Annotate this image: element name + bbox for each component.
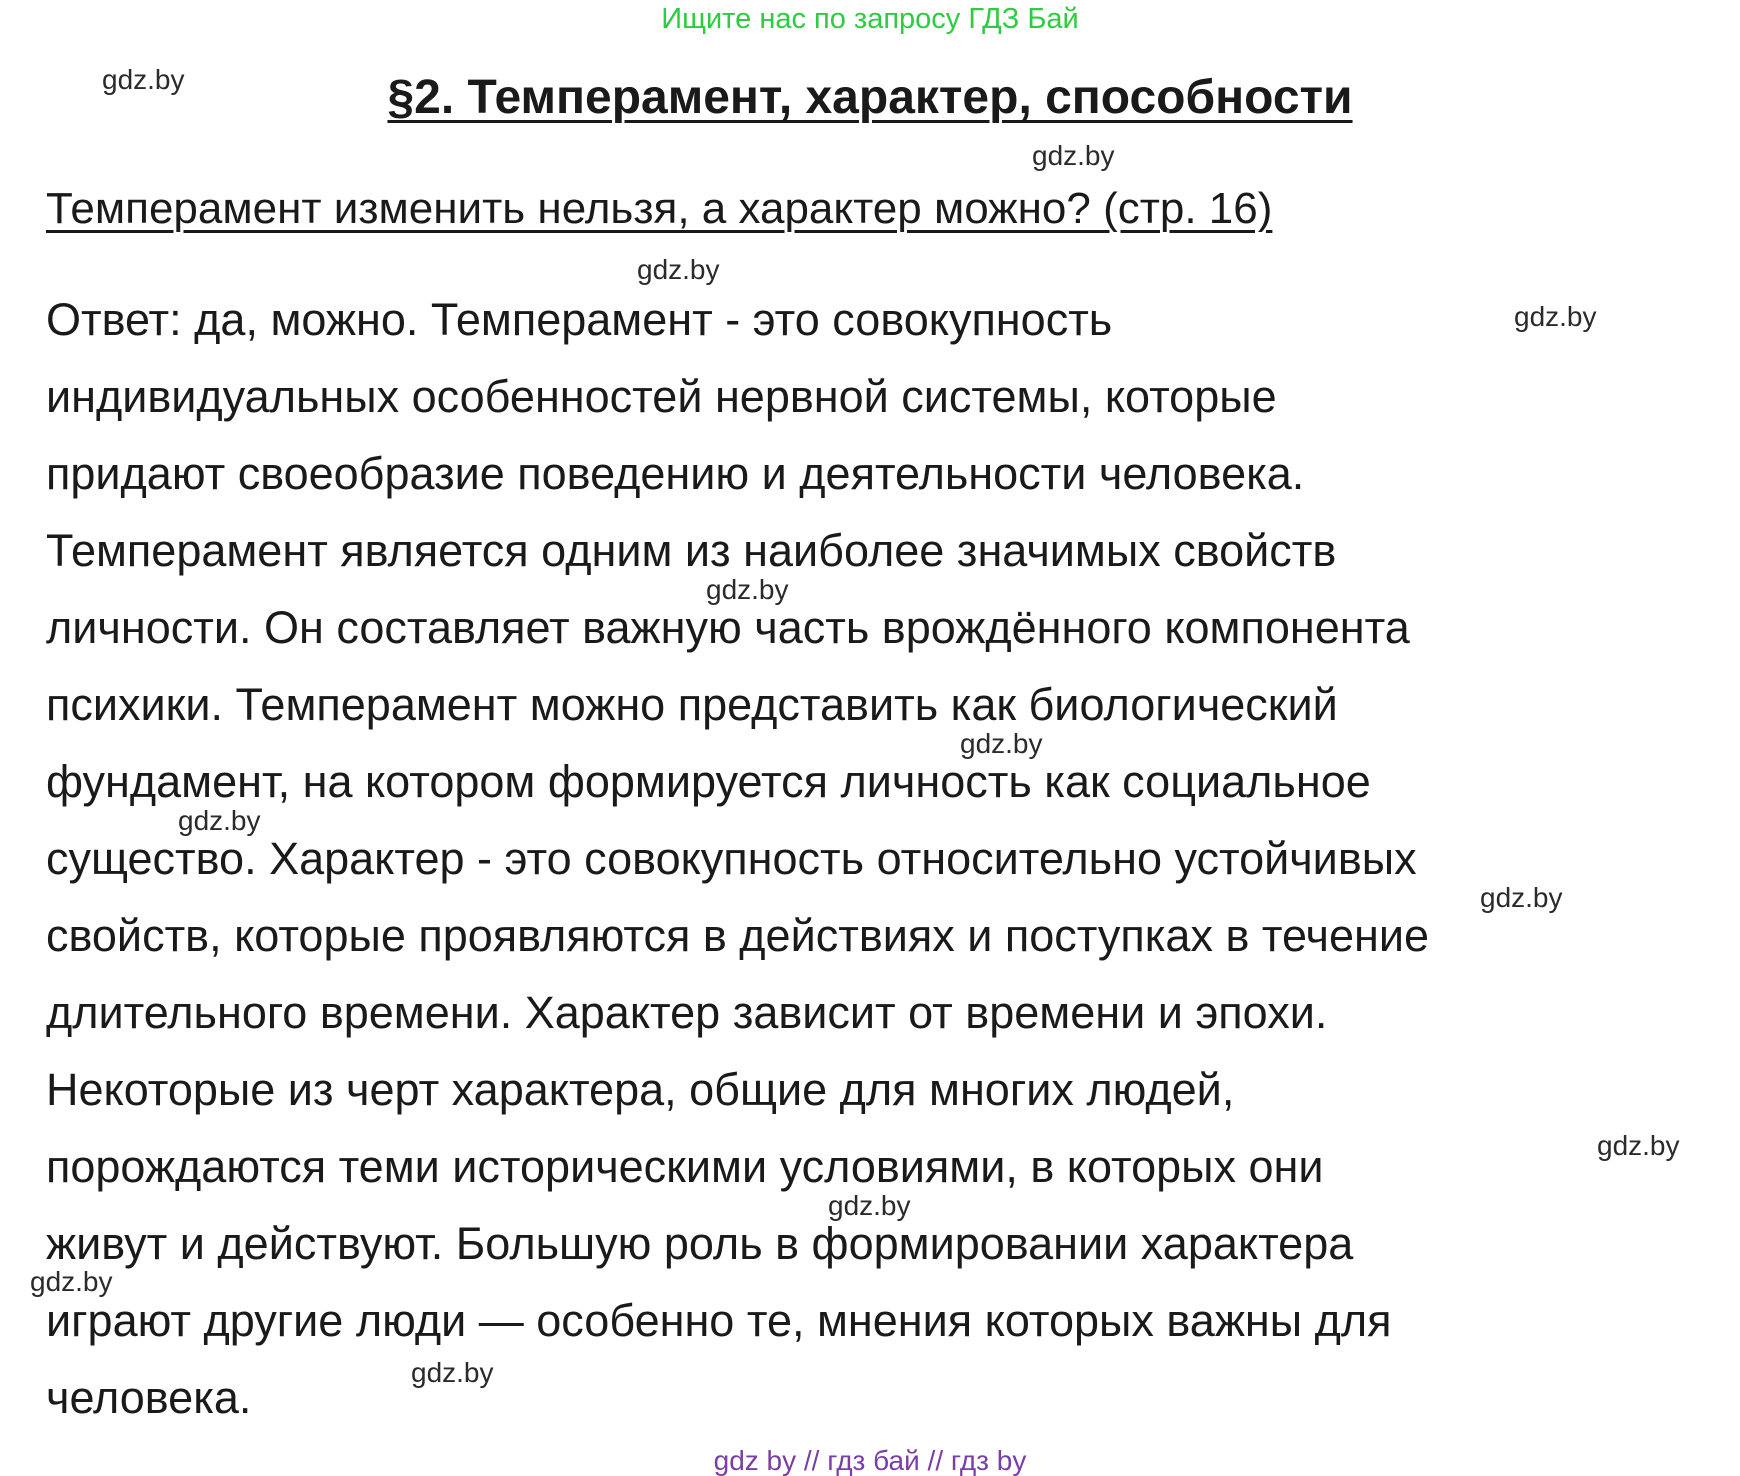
answer-line: порождаются теми историческими условиями, в которых они — [46, 1141, 1324, 1192]
answer-line: индивидуальных особенностей нервной системы, которые — [46, 371, 1277, 422]
watermark: gdz.by — [1480, 882, 1563, 913]
footer-links: gdz by // гдз бай // гдз by — [713, 1445, 1027, 1476]
watermark: gdz.by — [102, 64, 185, 95]
question-heading: Темперамент изменить нельзя, а характер можно? (стр. 16) — [46, 184, 1273, 233]
answer-line: психики. Темперамент можно представить как биологический — [46, 679, 1338, 730]
watermark: gdz.by — [960, 728, 1043, 759]
watermark: gdz.by — [706, 574, 789, 605]
answer-line: Темперамент является одним из наиболее значимых свойств — [46, 525, 1337, 576]
watermark: gdz.by — [828, 1190, 911, 1221]
answer-line: длительного времени. Характер зависит от времени и эпохи. — [46, 987, 1328, 1038]
watermark: gdz.by — [1514, 301, 1597, 332]
watermark: gdz.by — [1032, 140, 1115, 171]
page-title: §2. Темперамент, характер, способности — [387, 71, 1353, 124]
answer-line: живут и действуют. Большую роль в формировании характера — [46, 1218, 1354, 1269]
answer-line: фундамент, на котором формируется личность как социальное — [46, 756, 1371, 807]
answer-line: придают своеобразие поведению и деятельности человека. — [46, 448, 1305, 499]
watermark: gdz.by — [411, 1357, 494, 1388]
watermark: gdz.by — [1597, 1130, 1680, 1161]
answer-line: личности. Он составляет важную часть врождённого компонента — [46, 602, 1410, 653]
answer-line: Некоторые из черт характера, общие для многих людей, — [46, 1064, 1235, 1115]
top-banner: Ищите нас по запросу ГДЗ Бай — [661, 3, 1079, 35]
answer-line: человека. — [46, 1372, 252, 1423]
watermark: gdz.by — [178, 805, 261, 836]
answer-line: существо. Характер - это совокупность относительно устойчивых — [46, 833, 1417, 884]
watermark: gdz.by — [637, 254, 720, 285]
watermark: gdz.by — [30, 1266, 113, 1297]
answer-line: играют другие люди — особенно те, мнения которых важны для — [46, 1295, 1392, 1346]
answer-line: свойств, которые проявляются в действиях и поступках в течение — [46, 910, 1429, 961]
answer-line: Ответ: да, можно. Темперамент - это совокупность — [46, 294, 1113, 345]
